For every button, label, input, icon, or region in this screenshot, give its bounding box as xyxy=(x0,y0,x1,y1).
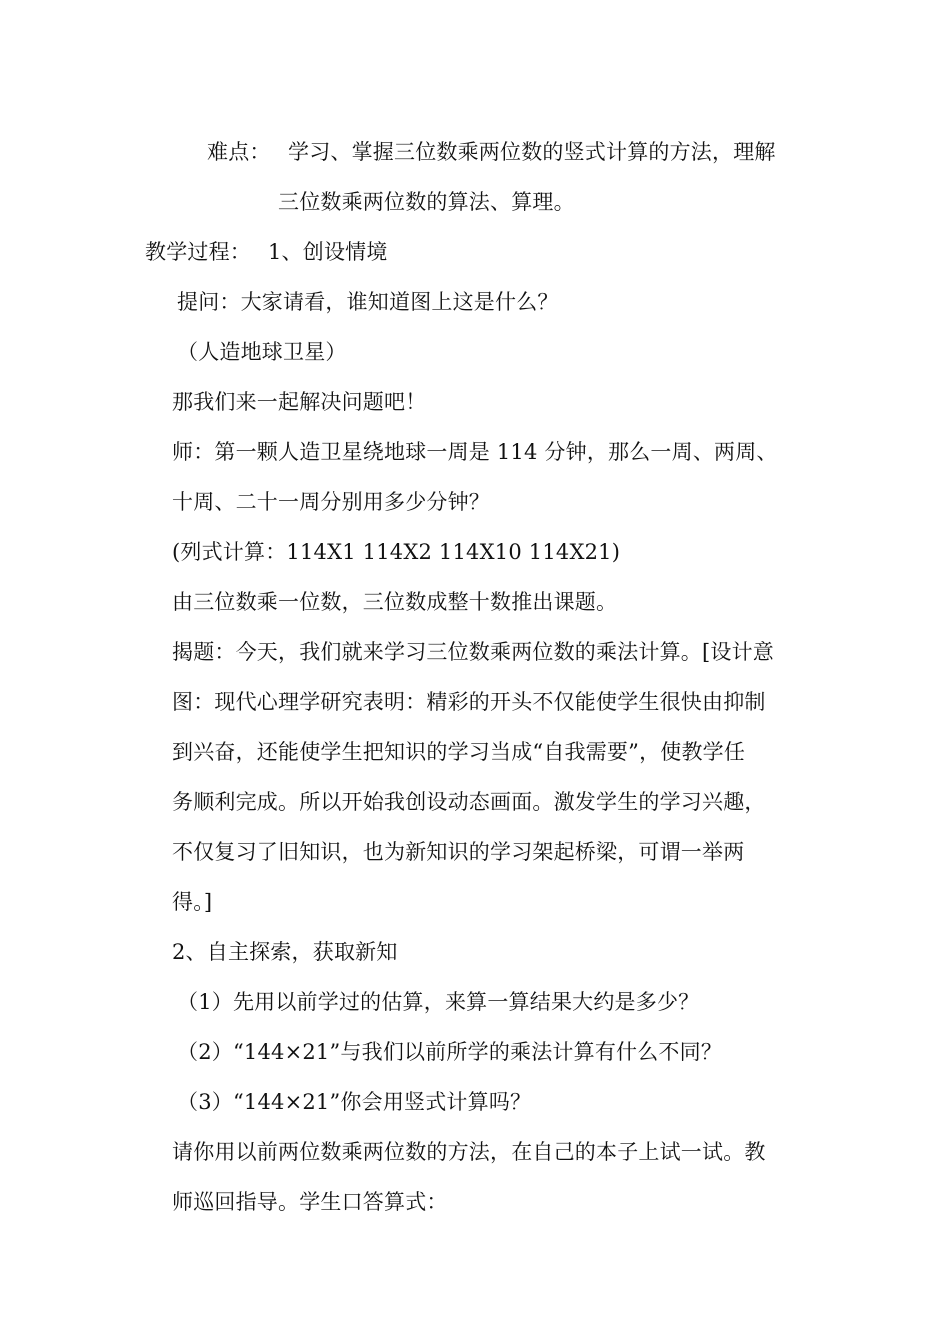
paragraph-line: 师巡回指导。学生口答算式： xyxy=(172,1190,448,1214)
difficulty-text-line1: 学习、掌握三位数乘两位数的竖式计算的方法，理解 xyxy=(288,140,776,164)
paragraph-line: 揭题：今天，我们就来学习三位数乘两位数的乘法计算。[设计意 xyxy=(172,640,774,664)
paragraph-line: 师：第一颗人造卫星绕地球一周是 114 分钟，那么一周、两周、 xyxy=(172,440,778,464)
paragraph-line: 十周、二十一周分别用多少分钟？ xyxy=(172,490,490,514)
paragraph-line: (列式计算：114X1 114X2 114X10 114X21) xyxy=(172,540,621,564)
difficulty-text-line2: 三位数乘两位数的算法、算理。 xyxy=(278,190,575,214)
question-item: （1）先用以前学过的估算，来算一算结果大约是多少？ xyxy=(177,990,700,1014)
paragraph-line: 不仅复习了旧知识，也为新知识的学习架起桥梁，可谓一举两 xyxy=(172,840,745,864)
question-item: （3）“144×21”你会用竖式计算吗？ xyxy=(177,1090,532,1114)
paragraph-line: 请你用以前两位数乘两位数的方法，在自己的本子上试一试。教 xyxy=(172,1140,766,1164)
process-label: 教学过程： xyxy=(145,240,251,264)
paragraph-line: 那我们来一起解决问题吧！ xyxy=(172,390,427,414)
paragraph-line: 图：现代心理学研究表明：精彩的开头不仅能使学生很快由抑制 xyxy=(172,690,766,714)
paragraph-line: 由三位数乘一位数，三位数成整十数推出课题。 xyxy=(172,590,618,614)
question-item: （2）“144×21”与我们以前所学的乘法计算有什么不同？ xyxy=(177,1040,723,1064)
paragraph-line: （人造地球卫星） xyxy=(177,340,347,364)
step1-title: 1、创设情境 xyxy=(268,240,388,264)
paragraph-line: 提问：大家请看，谁知道图上这是什么？ xyxy=(177,290,559,314)
paragraph-line: 到兴奋，还能使学生把知识的学习当成“自我需要”，使教学任 xyxy=(172,740,746,764)
paragraph-line: 得。] xyxy=(172,890,213,914)
paragraph-line: 务顺利完成。所以开始我创设动态画面。激发学生的学习兴趣， xyxy=(172,790,766,814)
section-heading: 2、自主探索，获取新知 xyxy=(172,940,398,964)
difficulty-label: 难点： xyxy=(207,140,271,164)
